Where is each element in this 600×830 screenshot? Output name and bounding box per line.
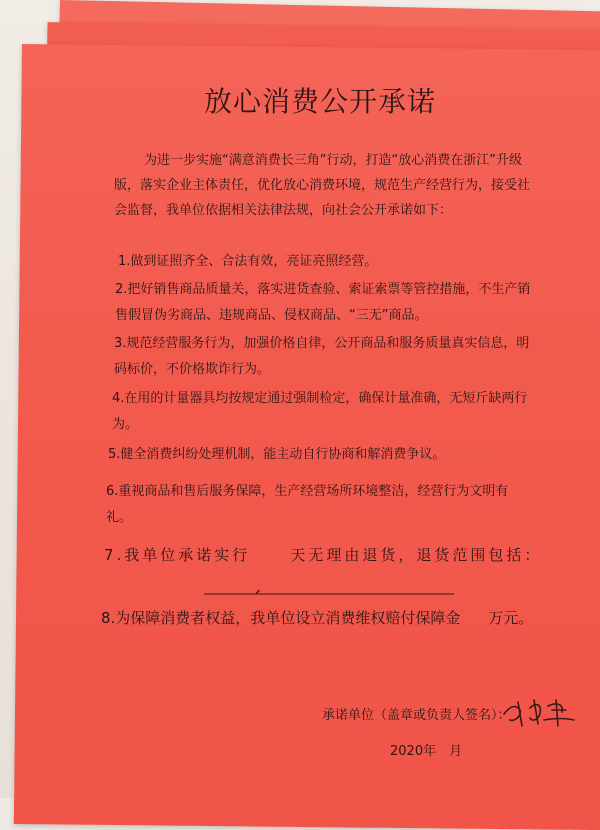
commitment-item-5: 5.健全消费纠纷处理机制，能主动自行协商和解消费争议。 — [108, 447, 446, 462]
commitment-item-2: 2.把好销售商品质量关，落实进货查验、索证索票等管控措施，不生产销售假冒伪劣商品、违规商品、侵权商品、“三无”商品。 — [115, 282, 531, 323]
item-8-part-1: 8.为保障消费者权益，我单位设立消费维权赔付保障金 — [101, 609, 461, 627]
strike-slash — [256, 590, 300, 594]
date-line: 2020年 月 — [390, 744, 463, 759]
commitment-item-1: 1.做到证照齐全、合法有效，亮证亮照经营。 — [118, 254, 378, 269]
commitment-item-3: 3.规范经营服务行为，加强价格自律，公开商品和服务质量真实信息，明码标价，不价格欺诈行为。 — [114, 336, 530, 377]
commitment-item-6: 6.重视商品和售后服务保障，生产经营场所环境整洁，经营行为文明有礼。 — [106, 484, 509, 525]
handwritten-signature — [500, 692, 580, 732]
signer-label: 承诺单位（盖章或负责人签名）： — [322, 708, 511, 723]
commitment-item-4: 4.在用的计量器具均按规定通过强制检定，确保计量准确，无短斤缺两行为。 — [112, 391, 528, 432]
document-title: 放心消费公开承诺 — [203, 85, 436, 118]
intro-paragraph: 为进一步实施“满意消费长三角”行动，打造“放心消费在浙江”升级版，落实企业主体责任，优化放心消费环境，规范生产经营行为，接受社会监督，我单位依据相关法律法规，向社会公开承诺如下： — [114, 153, 531, 218]
commitment-item-8 — [101, 604, 561, 632]
commitment-item-7 — [104, 538, 544, 572]
item-7-part-1: 7.我单位承诺实行 — [104, 546, 251, 564]
item-8-part-2: 万元。 — [488, 609, 534, 627]
item-7-part-2: 天无理由退货，退货范围包括： — [290, 546, 543, 564]
